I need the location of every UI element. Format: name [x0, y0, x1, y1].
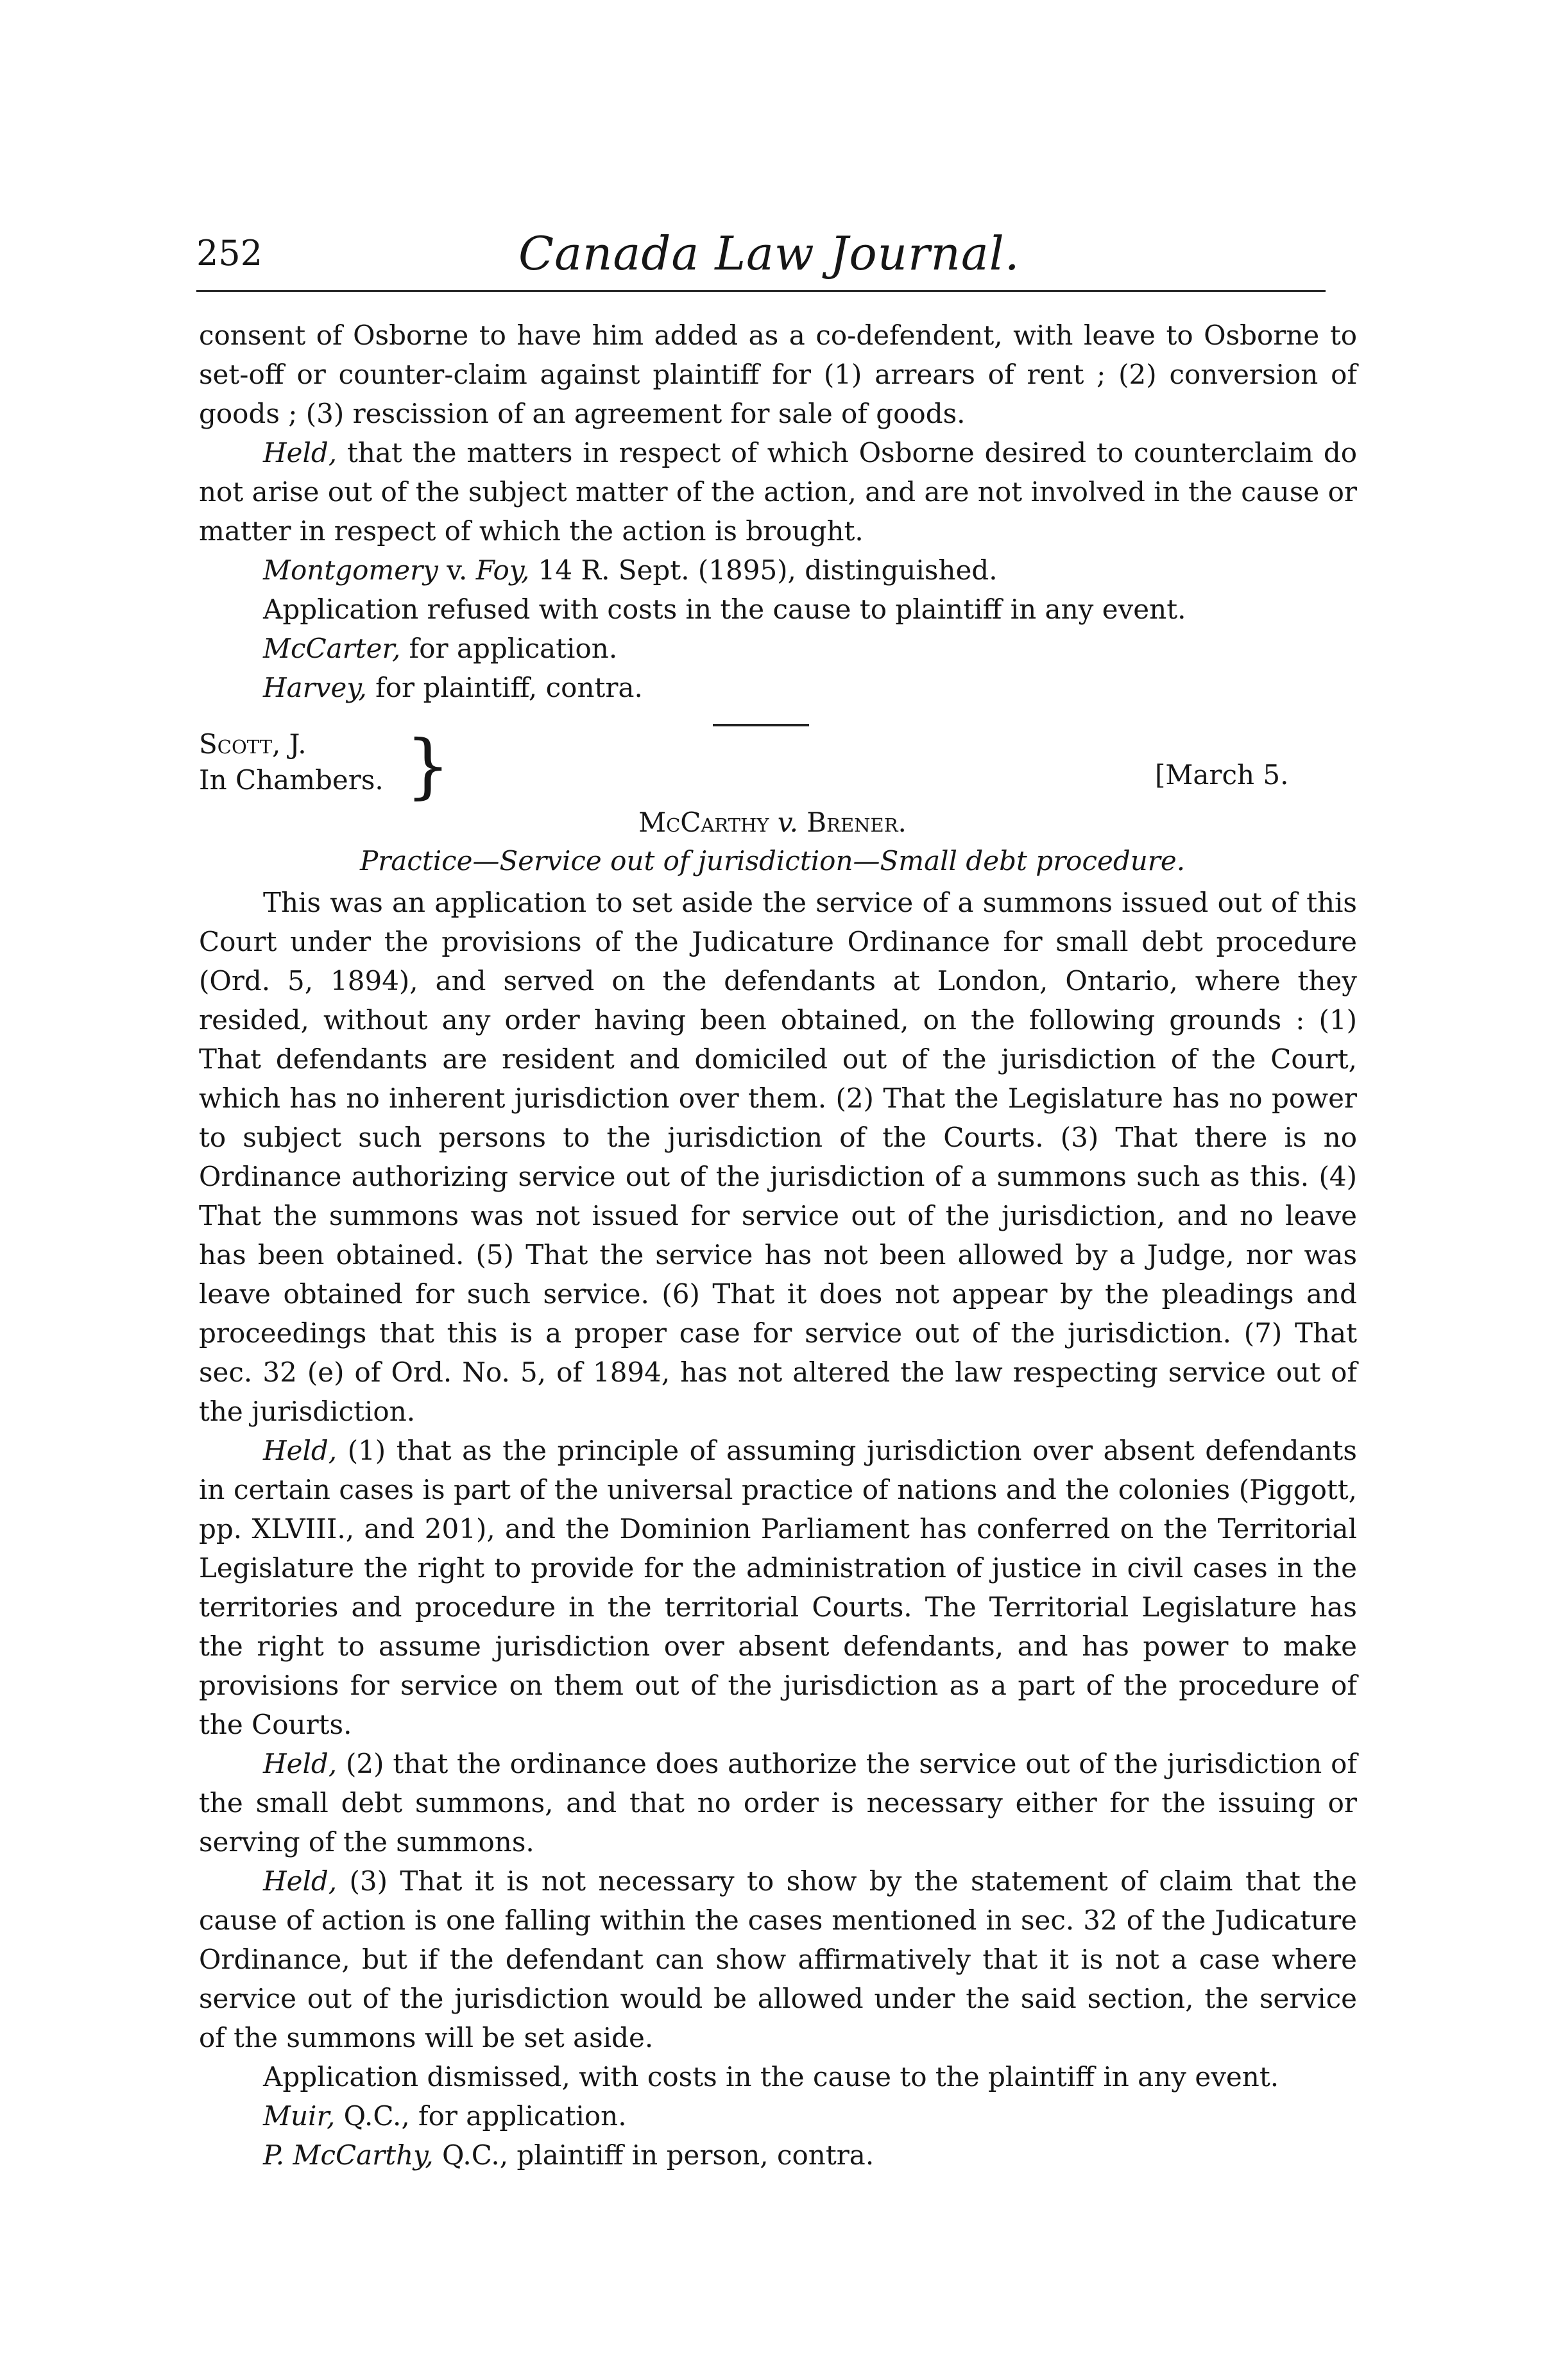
page-number: 252 — [196, 233, 263, 273]
running-head — [196, 225, 1351, 289]
court-info — [199, 724, 450, 807]
paragraph: Held, that the matters in respect of which Osborne desired to counterclaim do not arise out of the subject matter of the action, and are not involved in the cause or matter in respect of which the action is brought. — [199, 437, 1357, 547]
chambers-label: In Chambers. — [199, 764, 384, 796]
paragraph: Held, (3) That it is not necessary to show by the statement of claim that the cause of action is one falling within the cases mentioned in sec. 32 of the Judicature Ordinance, but if the defendant can show affirmatively that it is not a case where service out of the jurisdiction would be allowed under the said section, the service of the summons will be set aside. — [199, 1865, 1357, 2053]
judge-name: Scott, J. — [199, 728, 307, 760]
case-report-body — [199, 883, 1357, 2175]
case-title: McCarthy v. Brener. — [638, 807, 907, 838]
header-rule — [196, 290, 1326, 292]
journal-title: Canada Law Journal. — [518, 227, 1020, 280]
brace-icon: } — [405, 724, 450, 807]
paragraph: Application dismissed, with costs in the cause to the plaintiff in any event. — [263, 2061, 1279, 2093]
paragraph: consent of Osborne to have him added as a co-defendent, with leave to Osborne to set-off or counter-claim against plaintiff for (1) arrears of rent ; (2) conversion of goods ; (3) rescission of an agreement for sale of goods. — [199, 320, 1357, 429]
paragraph: Harvey, for plaintiff, contra. — [263, 672, 643, 703]
paragraph: This was an application to set aside the service of a summons issued out of this Court under the provisions of the Judicature Ordinance for small debt procedure (Ord. 5, 1894), and served on the defendants at London, Ontario, where they resided, without any order having been obtained, on the following grounds : (1) That defendants are resident and domiciled out of the jurisdiction of the Court, which has no inherent jurisdiction over them. (2) That the Legislature has no power to subject such persons to the jurisdiction of the Courts. (3) That there is no Ordinance authorizing service out of the jurisdiction of a summons such as this. (4) That the summons was not issued for service out of the jurisdiction, and no leave has been obtained. (5) That the service has not been allowed by a Judge, nor was leave obtained for such service. (6) That it does not appear by the pleadings and proceedings that this is a proper case for service out of the jurisdiction. (7) That sec. 32 (e) of Ord. No. 5, of 1894, has not altered the law respecting service out of the jurisdiction. — [199, 887, 1357, 1427]
paragraph: Muir, Q.C., for application. — [263, 2100, 627, 2132]
case-date: [March 5. — [1155, 759, 1289, 791]
previous-case-continuation — [199, 316, 1357, 707]
paragraph: McCarter, for application. — [263, 633, 618, 664]
paragraph: Montgomery v. Foy, 14 R. Sept. (1895), distinguished. — [263, 554, 998, 586]
section-separator — [713, 724, 809, 726]
paragraph: Application refused with costs in the cause to plaintiff in any event. — [263, 594, 1186, 625]
paragraph: P. McCarthy, Q.C., plaintiff in person, contra. — [263, 2139, 875, 2171]
paragraph: Held, (2) that the ordinance does authorize the service out of the jurisdiction of the small debt summons, and that no order is necessary either for the issuing or serving of the summons. — [199, 1748, 1357, 1858]
paragraph: Held, (1) that as the principle of assuming jurisdiction over absent defendants in certain cases is part of the universal practice of nations and the colonies (Piggott, pp. XLVIII., and 201), and the Dominion Parliament has conferred on the Territorial Legislature the right to provide for the administration of justice in civil cases in the territories and procedure in the territorial Courts. The Territorial Legislature has the right to assume jurisdiction over absent defendants, and has power to make provisions for service on them out of the jurisdiction as a part of the procedure of the Courts. — [199, 1435, 1357, 1740]
case-headnote: Practice—Service out of jurisdiction—Small debt procedure. — [359, 845, 1186, 877]
